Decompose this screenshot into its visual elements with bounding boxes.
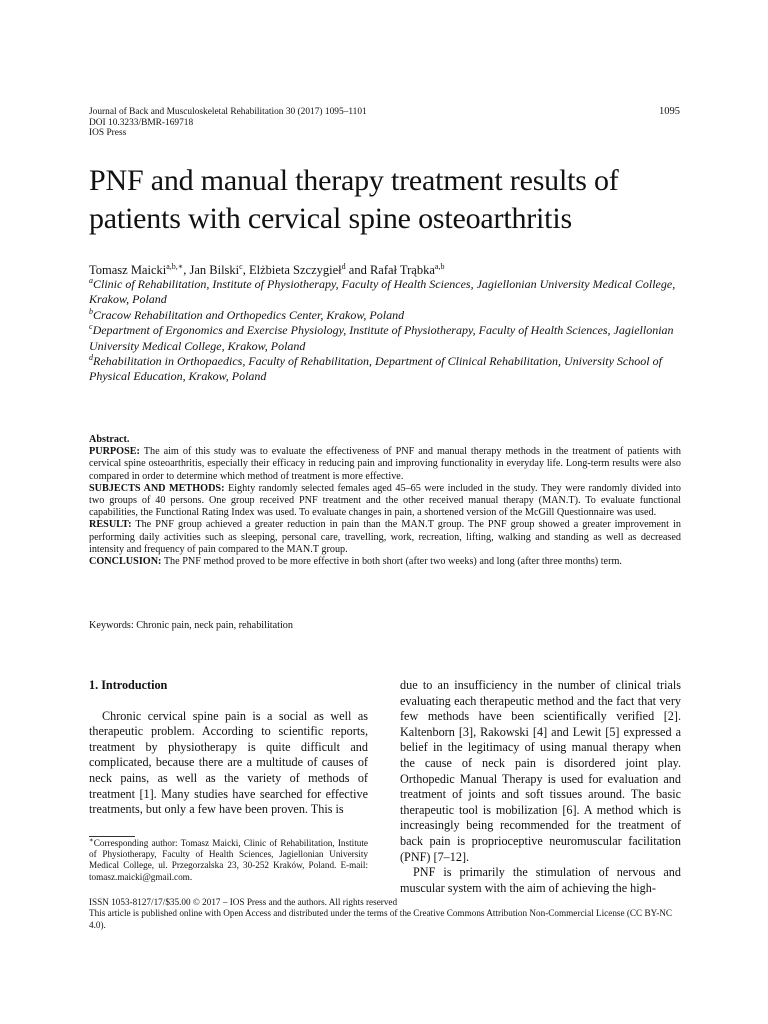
affiliation-a: $^a$Clinic of Rehabilitation, Institute of Physiotherapy, Faculty of Health Sciences, Jagiellonian University Medical College, Krakow, Poland <box>89 276 676 307</box>
footnote-rule <box>89 836 135 837</box>
journal-citation: Journal of Back and Musculoskeletal Rehabilitation 30 (2017) 1095–1101 <box>89 107 367 117</box>
body-column-right <box>400 678 681 896</box>
abstract-conclusion: CONCLUSION: The PNF method proved to be more effective in both short (after two weeks) and long (after three months) term. <box>89 556 622 568</box>
body-paragraph: due to an insufficiency in the number of clinical trials evaluating each therapeutic method and the fact that very few methods have been scientifically verified [2]. Kaltenborn [3], Rakowski [4] and Lewit [5] expressed a belief in the legitimacy of using manual therapy when the cause of neck pain is disordered joint play. Orthopedic Manual Therapy is used for evaluation and treatment of joints and soft tissues around. The basic therapeutic tool is mobilization [6]. A method which is increasingly being recommended for the treatment of back pain is proprioceptive neuromuscular facilitation (PNF) [7–12]. <box>400 678 681 864</box>
body-column-left <box>89 678 368 818</box>
author-4 <box>370 263 445 277</box>
footnote <box>89 835 368 883</box>
author-name: Tomasz Maicki <box>89 263 167 277</box>
author-affil-mark: a,b <box>434 261 445 271</box>
doi[interactable]: DOI 10.3233/BMR-169718 <box>89 117 194 128</box>
author-name: Elżbieta Szczygieł <box>248 263 342 277</box>
author-2 <box>189 263 248 277</box>
author-affil-mark: a,b,∗ <box>166 261 184 271</box>
author-affil-mark: d <box>341 261 346 271</box>
copyright-block <box>89 897 689 931</box>
keywords: Keywords: Chronic pain, neck pain, rehabilitation <box>89 620 293 631</box>
author-name: Rafał Trąbka <box>369 263 435 277</box>
footnote-text: Corresponding author: Tomasz Maicki, Clinic of Rehabilitation, Institute of Physiotherapy, Faculty of Health Sciences, Jagiellonian University Medical College, ul. Przegorzalska 23, 30-252 Kraków, Poland. E-mail: tomasz.maicki@gmail.com. <box>89 838 368 882</box>
body-paragraph: PNF is primarily the stimulation of nervous and muscular system with the aim of achieving the high- <box>400 865 681 895</box>
license-text: This article is published online with Open Access and distributed under the terms of the Creative Commons Attribution Non-Commercial License (CC BY-NC 4.0). <box>89 908 673 930</box>
issn-line: ISSN 1053-8127/17/$35.00 © 2017 – IOS Press and the authors. All rights reserved <box>89 897 398 907</box>
abstract-heading: Abstract. <box>89 434 130 445</box>
body-paragraph: Chronic cervical spine pain is a social as well as therapeutic problem. According to scientific reports, treatment by physiotherapy is quite difficult and complicated, because there are a multitude of causes of neck pains, as well as the variety of methods of treatment [1]. Many studies have searched for effective treatments, but only a few have been proven. This is <box>89 708 368 817</box>
affiliation-c: $^c$Department of Ergonomics and Exercise Physiology, Institute of Physiotherapy, Faculty of Health Sciences, Jagiellonian University Medical College, Krakow, Poland <box>89 322 674 353</box>
abstract-result: RESULT: The PNF group achieved a greater reduction in pain than the MAN.T group. The PNF group showed a greater improvement in performing daily activities such as sleeping, personal care, travelling, work, recreation, lifting, walking and standing as well as decreased intensity and frequency of pain compared to the MAN.T group. <box>89 519 681 555</box>
author-separator: and <box>345 263 370 277</box>
abstract-purpose: PURPOSE: The aim of this study was to evaluate the effectiveness of PNF and manual therapy methods in the treatment of patients with cervical spine osteoarthritis, especially their efficacy in reducing pain and improving functionality in everyday life. Long-term results were also compared in order to determine which method of treatment is more effective. <box>89 446 681 482</box>
author-separator: , <box>183 263 190 277</box>
author-list <box>89 263 444 278</box>
section-heading: 1. Introduction <box>89 678 168 692</box>
footnote-mark: ∗ <box>89 835 94 844</box>
paper-title: PNF and manual therapy treatment results of patients with cervical spine osteoarthritis <box>89 164 619 235</box>
affiliations <box>89 277 681 385</box>
author-affil-mark: c <box>239 261 243 271</box>
publisher: IOS Press <box>89 128 127 139</box>
abstract-methods: SUBJECTS AND METHODS: Eighty randomly selected females aged 45–65 were included in the study. They were randomly divided into two groups of 40 persons. One group received PNF treatment and the other received manual therapy (MAN.T). To evaluate functional capabilities, the Functional Rating Index was used. To evaluate changes in pain, a shortened version of the McGill Questionnaire was used. <box>89 482 681 519</box>
abstract <box>89 434 681 568</box>
author-separator: , <box>242 263 249 277</box>
author-name: Jan Bilski <box>189 263 240 277</box>
author-1 <box>89 263 189 277</box>
affiliation-d: $^d$Rehabilitation in Orthopaedics, Faculty of Rehabilitation, Department of Clinical Rehabilitation, University School of Physical Education, Krakow, Poland <box>89 353 662 384</box>
author-3 <box>249 263 370 277</box>
affiliation-b: $^b$Cracow Rehabilitation and Orthopedics Center, Krakow, Poland <box>89 306 405 322</box>
page-number: 1095 <box>659 106 680 117</box>
